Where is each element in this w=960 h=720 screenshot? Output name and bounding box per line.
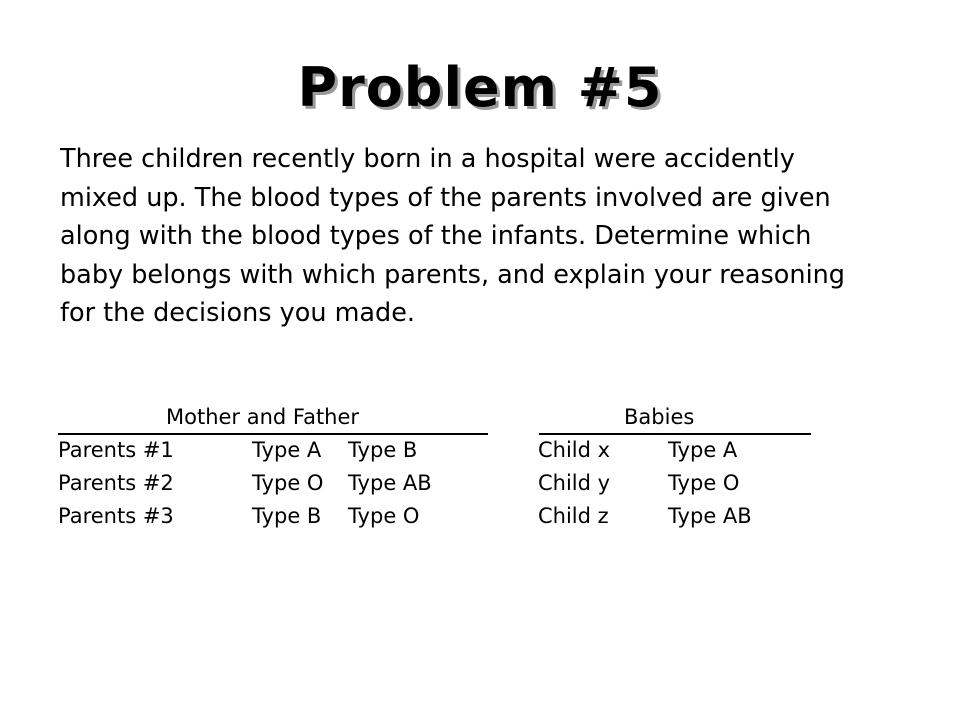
- child-label: Child z: [538, 504, 609, 528]
- parents-label: Parents #2: [58, 471, 174, 495]
- problem-paragraph: Three children recently born in a hospital were accidently mixed up. The blood types of the parents involved are given along with the blood types of the infants. Determine which baby belongs with which parents, and explain your reasoning for the decisions you made.: [60, 144, 845, 328]
- parents-header: Mother and Father: [166, 405, 360, 429]
- father-type: Type AB: [348, 471, 432, 495]
- father-type: Type B: [348, 438, 418, 462]
- babies-header-row: [539, 401, 811, 435]
- child-label: Child y: [538, 471, 611, 495]
- slide-title: Problem #5: [297, 56, 663, 119]
- parents-header-row: [58, 401, 488, 435]
- child-label: Child x: [538, 438, 611, 462]
- parents-label: Parents #1: [58, 438, 174, 462]
- babies-header: Babies: [624, 405, 695, 429]
- mother-type: Type O: [252, 471, 324, 495]
- child-type: Type AB: [668, 504, 752, 528]
- mother-type: Type B: [252, 504, 322, 528]
- parents-label: Parents #3: [58, 504, 174, 528]
- child-type: Type O: [668, 471, 740, 495]
- father-type: Type O: [348, 504, 420, 528]
- child-type: Type A: [668, 438, 738, 462]
- mother-type: Type A: [252, 438, 322, 462]
